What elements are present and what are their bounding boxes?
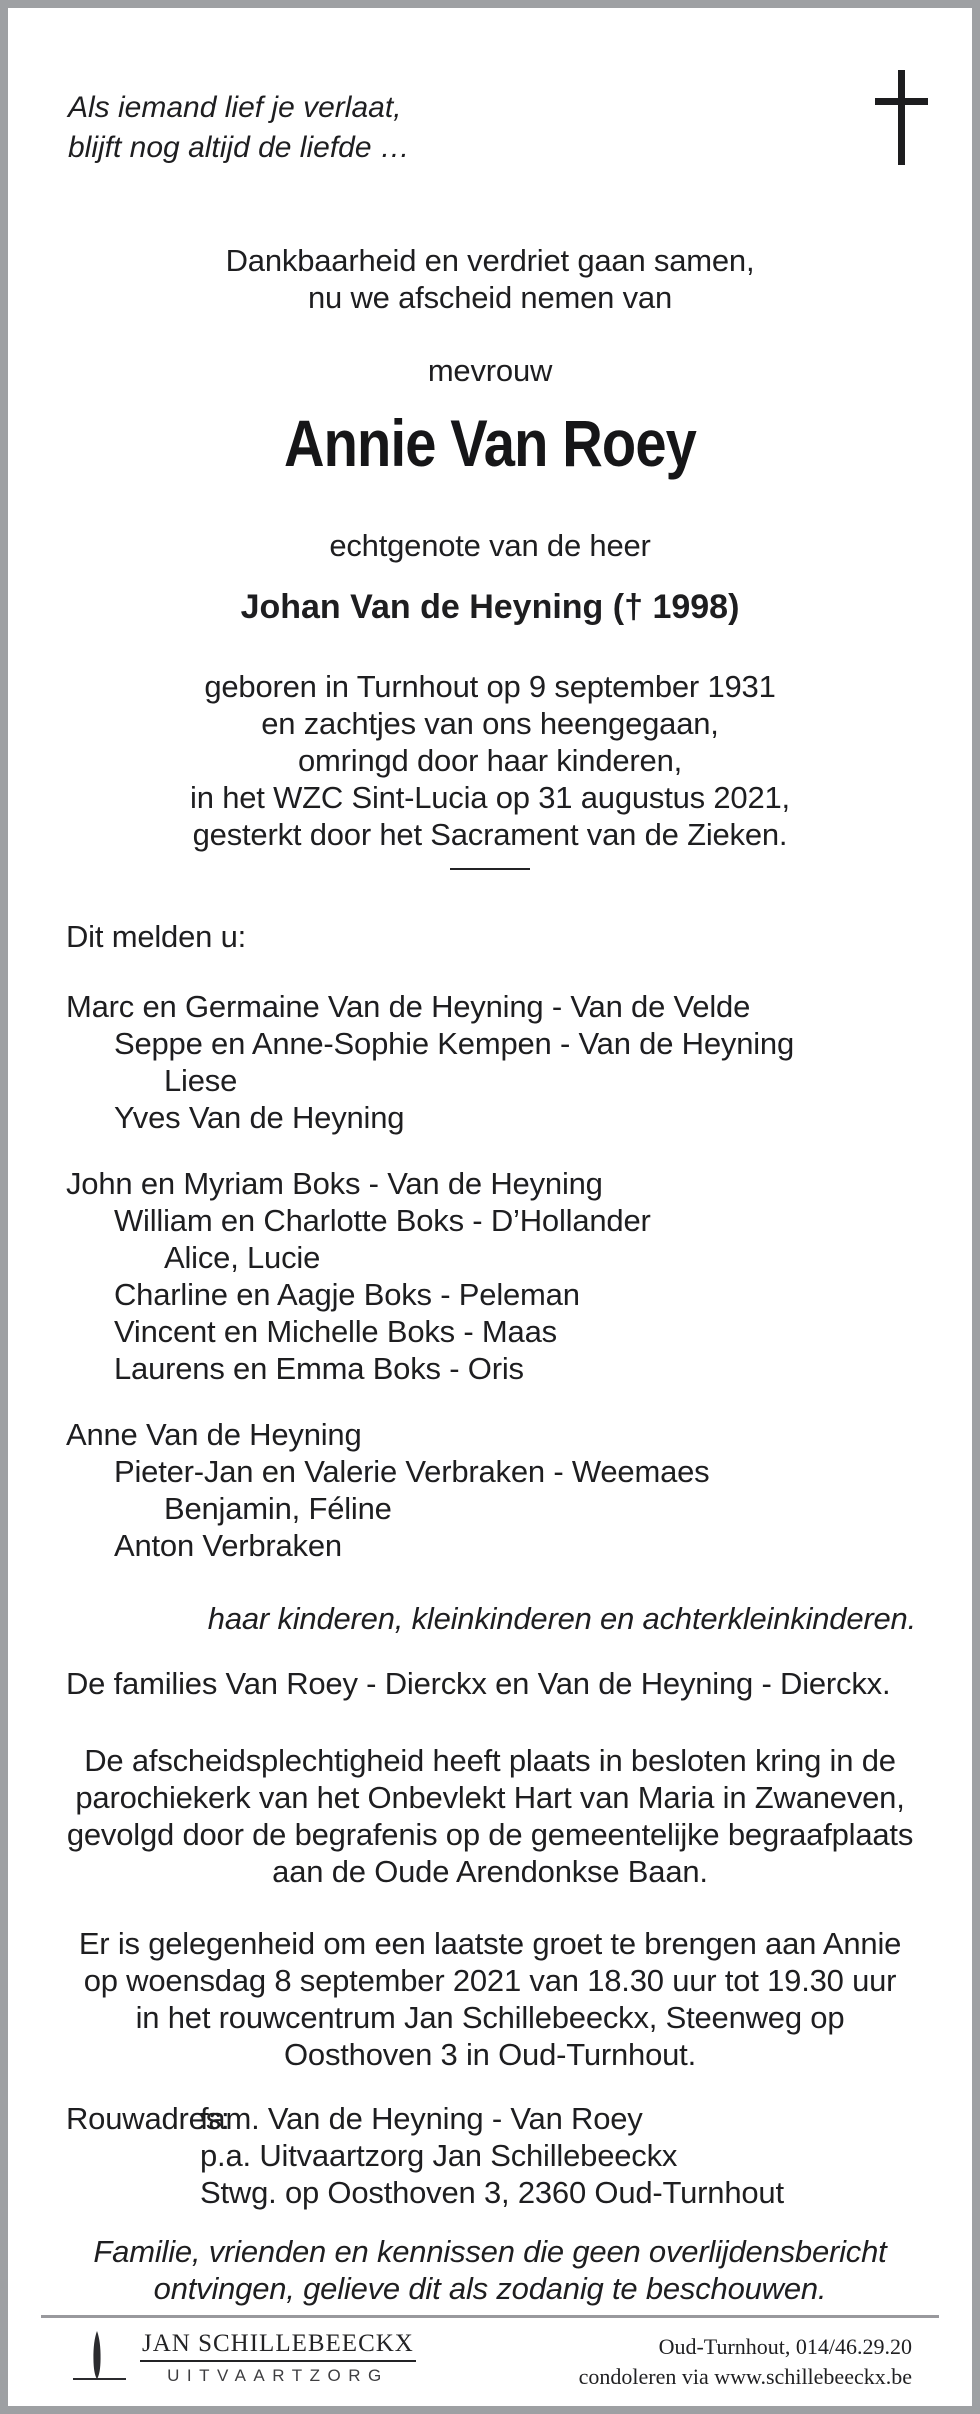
family-line: Seppe en Anne-Sophie Kempen - Van de Heyning — [114, 1026, 795, 1061]
relation-line: echtgenote van de heer — [329, 528, 651, 563]
closing-line: Familie, vrienden en kennissen die geen overlijdensbericht — [93, 2234, 887, 2269]
family-line: Laurens en Emma Boks - Oris — [114, 1351, 524, 1386]
deceased-name: Annie Van Roey — [283, 406, 697, 480]
family-group-1 — [66, 988, 914, 1136]
contact-phone: Oud-Turnhout, 014/46.29.20 — [658, 2334, 912, 2359]
section-rule — [450, 868, 530, 870]
honorific: mevrouw — [427, 353, 553, 388]
family-line: Marc en Germaine Van de Heyning - Van de Velde — [66, 989, 751, 1024]
quote-line: Als iemand lief je verlaat, — [68, 91, 402, 124]
intro-line: Dankbaarheid en verdriet gaan samen, — [225, 243, 755, 278]
ceremony-line: aan de Oude Arendonkse Baan. — [272, 1854, 708, 1889]
families-line: De families Van Roey - Dierckx en Van de Heyning - Dierckx. — [66, 1666, 891, 1701]
life-line: omringd door haar kinderen, — [297, 743, 683, 778]
visitation-line: op woensdag 8 september 2021 van 18.30 uur tot 19.30 uur — [83, 1963, 897, 1998]
cross-horizontal-bar — [875, 98, 928, 105]
cypress-tree-icon — [66, 2328, 140, 2392]
life-line: in het WZC Sint-Lucia op 31 augustus 2021, — [190, 780, 790, 815]
cypress-tree-glyph — [87, 2330, 107, 2380]
life-line: gesterkt door het Sacrament van de Zieken. — [192, 817, 788, 852]
family-line: Alice, Lucie — [164, 1240, 321, 1275]
cross-vertical-bar — [898, 70, 905, 165]
family-line: Charline en Aagje Boks - Peleman — [114, 1277, 580, 1312]
relatives-note: haar kinderen, kleinkinderen en achterkleinkinderen. — [207, 1601, 916, 1636]
latin-cross-icon — [875, 70, 928, 165]
family-line: Anton Verbraken — [114, 1528, 342, 1563]
family-line: John en Myriam Boks - Van de Heyning — [66, 1166, 603, 1201]
announcement-heading: Dit melden u: — [66, 919, 247, 954]
tree-base-line — [73, 2378, 126, 2380]
mourning-address-label: Rouwadres: — [66, 2101, 230, 2136]
family-line: Vincent en Michelle Boks - Maas — [114, 1314, 557, 1349]
family-line: Benjamin, Féline — [164, 1491, 392, 1526]
mourning-address-lines — [200, 2100, 784, 2211]
footer — [8, 2328, 972, 2406]
contact-condolence-url: condoleren via www.schillebeeckx.be — [578, 2364, 912, 2389]
mourning-address — [66, 2100, 914, 2211]
visitation-line: Oosthoven 3 in Oud-Turnhout. — [284, 2037, 696, 2072]
life-line: en zachtjes van ons heengegaan, — [261, 706, 719, 741]
ceremony-paragraph — [8, 1742, 972, 1890]
family-line: Yves Van de Heyning — [114, 1100, 405, 1135]
intro-line: nu we afscheid nemen van — [308, 280, 672, 315]
mourning-address-line: p.a. Uitvaartzorg Jan Schillebeeckx — [200, 2138, 678, 2173]
family-group-3 — [66, 1416, 914, 1564]
life-line: geboren in Turnhout op 9 september 1931 — [204, 669, 776, 704]
brand-subtitle: UITVAARTZORG — [167, 2366, 389, 2385]
family-line: William en Charlotte Boks - D’Hollander — [114, 1203, 651, 1238]
footer-divider — [41, 2315, 939, 2318]
intro-text — [8, 242, 972, 316]
family-line: Pieter-Jan en Valerie Verbraken - Weemaes — [114, 1454, 710, 1489]
visitation-line: Er is gelegenheid om een laatste groet te brengen aan Annie — [78, 1926, 902, 1961]
footer-contact — [579, 2332, 912, 2392]
ceremony-line: parochiekerk van het Onbevlekt Hart van Maria in Zwaneven, — [75, 1780, 905, 1815]
family-line: Liese — [164, 1063, 238, 1098]
ceremony-line: gevolgd door de begrafenis op de gemeentelijke begraafplaats — [66, 1817, 914, 1852]
life-details — [8, 668, 972, 853]
visitation-paragraph — [8, 1925, 972, 2073]
mourning-address-line: fam. Van de Heyning - Van Roey — [200, 2101, 643, 2136]
family-line: Anne Van de Heyning — [66, 1417, 362, 1452]
brand-block — [140, 2331, 416, 2392]
ceremony-line: De afscheidsplechtigheid heeft plaats in besloten kring in de — [84, 1743, 896, 1778]
closing-line: ontvingen, gelieve dit als zodanig te beschouwen. — [153, 2271, 827, 2306]
visitation-line: in het rouwcentrum Jan Schillebeeckx, Steenweg op — [135, 2000, 845, 2035]
brand-name: JAN SCHILLEBEECKX — [140, 2331, 416, 2362]
funeral-home-logo — [66, 2328, 416, 2392]
spouse-name: Johan Van de Heyning († 1998) — [240, 588, 740, 626]
opening-quote — [68, 88, 972, 168]
closing-note — [8, 2233, 972, 2307]
mourning-address-line: Stwg. op Oosthoven 3, 2360 Oud-Turnhout — [200, 2175, 784, 2210]
family-group-2 — [66, 1165, 914, 1387]
quote-line: blijft nog altijd de liefde … — [68, 131, 410, 164]
